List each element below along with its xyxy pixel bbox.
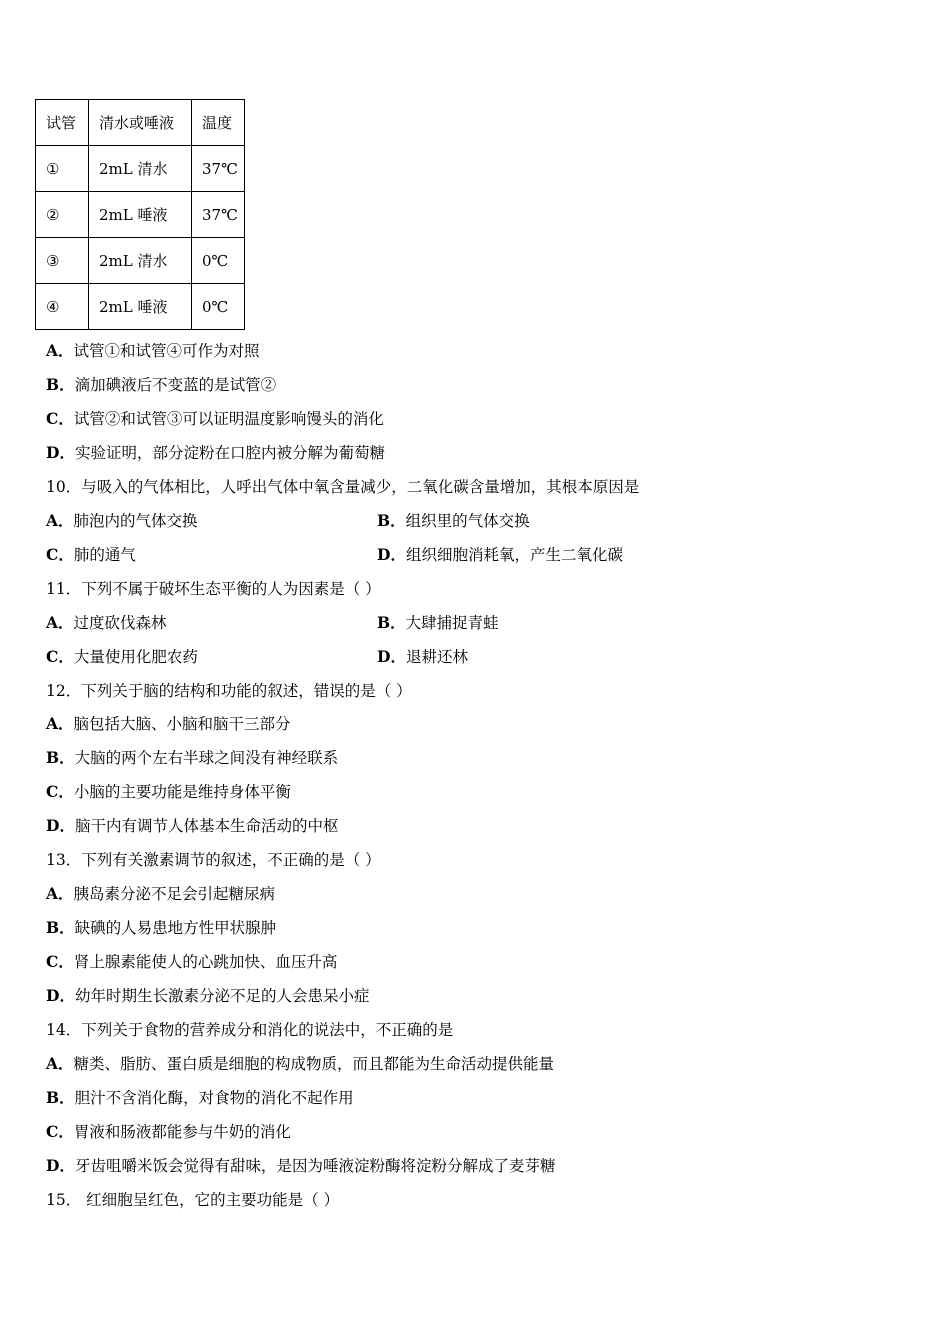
q14-option-b [46, 1088, 354, 1108]
option-letter: B． [46, 1088, 75, 1107]
q10-option-b [377, 511, 530, 531]
table-row [36, 238, 245, 284]
option-text: 小脑的主要功能是维持身体平衡 [73, 783, 291, 801]
table-cell: ③ [36, 238, 89, 284]
option-letter: A． [46, 884, 74, 903]
option-letter: C． [46, 409, 74, 428]
option-text: 试管②和试管③可以证明温度影响馒头的消化 [73, 410, 384, 428]
table-row [36, 146, 245, 192]
q11-option-c [46, 647, 198, 667]
option-text: 肾上腺素能使人的心跳加快、血压升高 [73, 953, 338, 971]
table-row [36, 284, 245, 330]
option-text: 脑包括大脑、小脑和脑干三部分 [73, 715, 291, 733]
q14-stem: 14．下列关于食物的营养成分和消化的说法中，不正确的是 [46, 1021, 454, 1039]
q14-option-c [46, 1122, 291, 1142]
option-letter: D． [377, 545, 406, 564]
option-text: 大量使用化肥农药 [73, 648, 198, 666]
q13-stem: 13．下列有关激素调节的叙述，不正确的是（ ） [46, 851, 381, 869]
option-letter: A． [46, 341, 74, 360]
option-letter: A． [46, 1054, 74, 1073]
experiment-table [35, 99, 245, 330]
q14-option-a [46, 1054, 554, 1074]
option-letter: B． [377, 511, 406, 530]
q9-option-a [46, 341, 260, 361]
q9-option-b [46, 375, 276, 395]
option-letter: D． [377, 647, 406, 666]
table-cell: ④ [36, 284, 89, 330]
option-letter: A． [46, 613, 74, 632]
option-text: 胃液和肠液都能参与牛奶的消化 [73, 1123, 291, 1141]
option-text: 退耕还林 [405, 648, 468, 666]
option-letter: A． [46, 714, 74, 733]
option-text: 大肆捕捉青蛙 [405, 614, 499, 632]
q13-option-c [46, 952, 337, 972]
q12-option-b [46, 748, 338, 768]
table-header-cell: 清水或唾液 [89, 100, 192, 146]
q10-stem: 10．与吸入的气体相比，人呼出气体中氧含量减少，二氧化碳含量增加，其根本原因是 [46, 478, 640, 496]
option-text: 幼年时期生长激素分泌不足的人会患呆小症 [74, 987, 370, 1005]
table-cell: 0℃ [192, 284, 245, 330]
option-text: 试管①和试管④可作为对照 [73, 342, 260, 360]
option-text: 组织里的气体交换 [405, 512, 530, 530]
q14-option-d [46, 1156, 555, 1176]
table-cell: 0℃ [192, 238, 245, 284]
option-letter: B． [46, 748, 75, 767]
table-cell: 37℃ [192, 146, 245, 192]
q11-option-d [377, 647, 468, 667]
option-text: 胰岛素分泌不足会引起糖尿病 [73, 885, 276, 903]
option-letter: C． [46, 782, 74, 801]
table-cell: ② [36, 192, 89, 238]
q11-option-a [46, 613, 167, 633]
option-text: 滴加碘液后不变蓝的是试管② [74, 376, 277, 394]
option-letter: C． [46, 1122, 74, 1141]
table-header-cell: 温度 [192, 100, 245, 146]
table-header-row [36, 100, 245, 146]
option-letter: D． [46, 816, 75, 835]
q12-option-d [46, 816, 338, 836]
q11-stem: 11．下列不属于破坏生态平衡的人为因素是（ ） [46, 580, 381, 598]
table-cell: 2mL 清水 [89, 238, 192, 284]
table-cell: 2mL 清水 [89, 146, 192, 192]
option-text: 胆汁不含消化酶，对食物的消化不起作用 [74, 1089, 354, 1107]
option-text: 缺碘的人易患地方性甲状腺肿 [74, 919, 277, 937]
q10-option-d [377, 545, 623, 565]
q15-stem: 15． 红细胞呈红色，它的主要功能是（ ） [46, 1191, 340, 1209]
q10-option-c [46, 545, 136, 565]
option-text: 牙齿咀嚼米饭会觉得有甜味，是因为唾液淀粉酶将淀粉分解成了麦芽糖 [74, 1157, 556, 1175]
option-letter: D． [46, 986, 75, 1005]
option-letter: C． [46, 647, 74, 666]
table-header-cell: 试管 [36, 100, 89, 146]
option-text: 肺泡内的气体交换 [73, 512, 198, 530]
q13-option-b [46, 918, 276, 938]
option-text: 实验证明，部分淀粉在口腔内被分解为葡萄糖 [74, 444, 385, 462]
option-text: 脑干内有调节人体基本生命活动的中枢 [74, 817, 339, 835]
option-text: 大脑的两个左右半球之间没有神经联系 [74, 749, 339, 767]
q13-option-d [46, 986, 369, 1006]
option-letter: B． [46, 918, 75, 937]
option-letter: C． [46, 545, 74, 564]
q9-option-d [46, 443, 385, 463]
option-letter: D． [46, 1156, 75, 1175]
option-letter: C． [46, 952, 74, 971]
table-cell: 2mL 唾液 [89, 192, 192, 238]
q10-option-a [46, 511, 198, 531]
q12-stem: 12．下列关于脑的结构和功能的叙述，错误的是（ ） [46, 682, 412, 700]
table-row [36, 192, 245, 238]
option-letter: A． [46, 511, 74, 530]
table-cell: 2mL 唾液 [89, 284, 192, 330]
q12-option-c [46, 782, 291, 802]
q12-option-a [46, 714, 291, 734]
option-letter: B． [377, 613, 406, 632]
option-text: 糖类、脂肪、蛋白质是细胞的构成物质，而且都能为生命活动提供能量 [73, 1055, 555, 1073]
table-cell: 37℃ [192, 192, 245, 238]
option-letter: B． [46, 375, 75, 394]
table-cell: ① [36, 146, 89, 192]
option-text: 组织细胞消耗氧，产生二氧化碳 [405, 546, 623, 564]
q11-option-b [377, 613, 499, 633]
option-text: 过度砍伐森林 [73, 614, 167, 632]
q9-option-c [46, 409, 384, 429]
option-text: 肺的通气 [73, 546, 136, 564]
q13-option-a [46, 884, 275, 904]
option-letter: D． [46, 443, 75, 462]
